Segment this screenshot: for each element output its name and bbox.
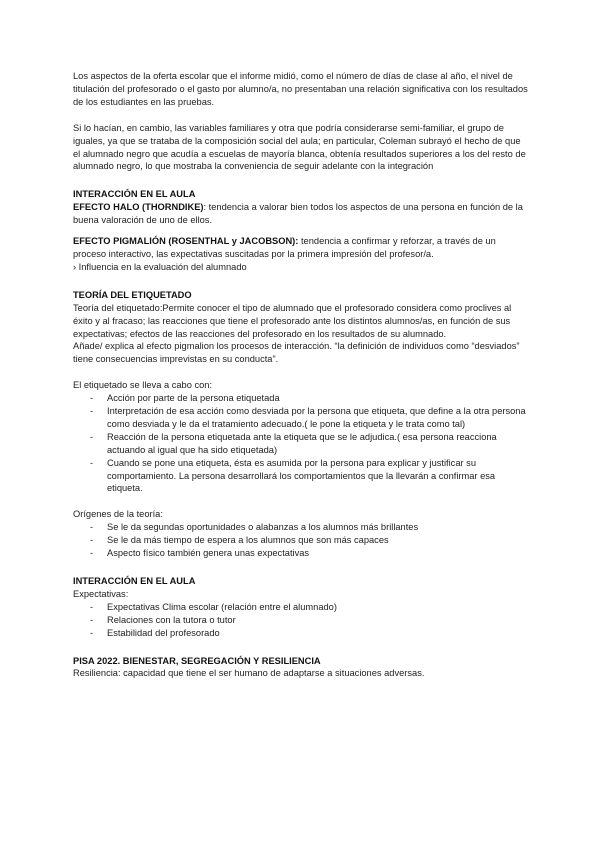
halo-text: : tendencia a valorar bien todos los aspectos de una persona en función de la buena valoración de uno de ellos. [73,202,523,226]
section-heading-interaccion-2: INTERACCIÓN EN EL AULA [73,576,196,586]
expectativas-list [73,601,528,640]
halo-paragraph [73,201,528,227]
intro-paragraph-2: Si lo hacían, en cambio, las variables familiares y otra que podría considerarse semi-familiar, el grupo de iguales, ya que se trataba de la composición social del aula; en particular, Coleman subrayó el hecho de que el alumnado negro que acudía a escuelas de mayoría blanca, obtenía resultados superiores a los del resto de alumnado negro, lo que mostraba la conveniencia de seguir adelante con la integración [73,122,526,172]
section-heading-etiquetado: TEORÍA DEL ETIQUETADO [73,289,192,300]
halo-label: EFECTO HALO (THORNDIKE) [73,202,204,213]
pigmalion-text: tendencia a confirmar y reforzar, a través de un proceso interactivo, las expectativas suscitadas por la primera impresión del profesor/a. [73,236,496,259]
etiquetado-list-intro: El etiquetado se lleva a cabo con: [73,380,213,391]
pigmalion-label: EFECTO PIGMALIÓN (ROSENTHAL y JACOBSON): [73,236,299,247]
list-item: - Se le da segundas oportunidades o alabanzas a los alumnos más brillantes [73,521,528,534]
etiquetado-list [73,392,528,495]
document-page [73,70,528,680]
origenes-list [73,521,528,560]
pigmalion-note: › Influencia en la evaluación del alumnado [73,261,247,272]
list-item: - Interpretación de esa acción como desviada por la persona que etiqueta, que define a la otra persona como desviada y le da el tratamiento adecuado.( le pone la etiqueta y le trata como tal) [73,405,528,431]
list-item: - Expectativas Clima escolar (relación entre el alumnado) [73,601,528,614]
list-item: - Reacción de la persona etiquetada ante la etiqueta que se le adjudica.( esa persona reacciona actuando al igual que ha sido etiquetada) [73,431,528,457]
pigmalion-paragraph [73,235,528,261]
etiquetado-paragraph-2: Añade/ explica al efecto pigmalion los procesos de interacción. “la definición de individuos como “desviados” tiene consecuencias imprevistas en su conducta”. [73,341,520,365]
section-heading-pisa: PISA 2022. BIENESTAR, SEGREGACIÓN Y RESILIENCIA [73,655,321,666]
list-item: - Estabilidad del profesorado [73,627,528,640]
list-item: - Aspecto físico también genera unas expectativas [73,547,528,560]
expectativas-intro: Expectativas: [73,588,129,599]
resiliencia-paragraph: Resiliencia: capacidad que tiene el ser humano de adaptarse a situaciones adversas. [73,668,425,679]
section-heading-interaccion: INTERACCIÓN EN EL AULA [73,189,196,200]
list-item: - Acción por parte de la persona etiquetada [73,392,528,405]
list-item: - Se le da más tiempo de espera a los alumnos que son más capaces [73,534,528,547]
list-item: - Relaciones con la tutora o tutor [73,614,528,627]
etiquetado-paragraph-1: Teoría del etiquetado:Permite conocer el tipo de alumnado que el profesorado considera como proclives al éxito y al fracaso; las reacciones que tiene el profesorado ante los distintos alumnos/as, en función de sus expectativas; efectos de las reacciones del profesorado en los resultados de su alumnado. [73,302,512,339]
list-item: - Cuando se pone una etiqueta, ésta es asumida por la persona para explicar y justificar su comportamiento. La persona desarrollará los comportamientos que la llevarán a confirmar esa etiqueta. [73,457,528,496]
origenes-intro: Orígenes de la teoría: [73,509,163,520]
intro-paragraph-1: Los aspectos de la oferta escolar que el informe midió, como el número de días de clase al año, el nivel de titulación del profesorado o el gasto por alumno/a, no presentaban una relación significativa con los resultados de los estudiantes en las pruebas. [73,71,528,107]
